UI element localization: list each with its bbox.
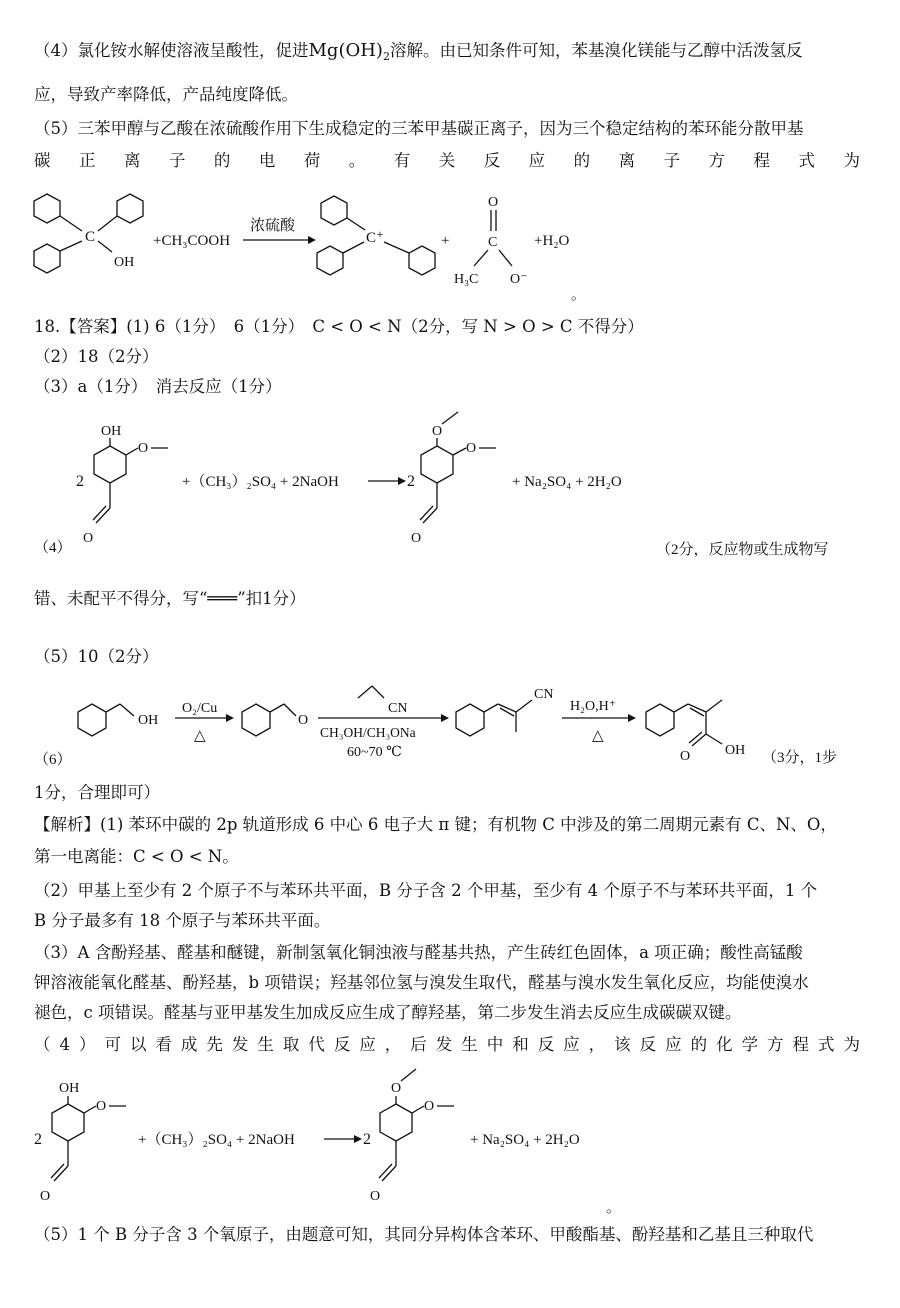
period: 。 [571, 287, 587, 303]
analysis-l8-char: 生 [257, 1035, 274, 1054]
p5-line2-char: 方 [708, 151, 726, 170]
methylation-equation-answer [0, 410, 900, 570]
analysis-l8-char: 应 [563, 1035, 580, 1054]
dimethoxybenzaldehyde-structure [370, 1069, 454, 1204]
aldehyde-oxygen: O [83, 531, 94, 546]
ether-oxygen: O [138, 441, 149, 456]
p5-line2-char: 离 [618, 151, 636, 170]
analysis-l8-char: 反 [333, 1035, 351, 1054]
score-note: （2分，反应物或生成物写 [656, 542, 829, 558]
analysis-l8-char: 程 [792, 1035, 810, 1054]
acetate-carbon: C [488, 235, 498, 250]
p5-line2-char: 的 [573, 151, 591, 170]
svg-text:O: O [466, 441, 477, 456]
benzene-ring [34, 244, 60, 273]
benzene-ring [117, 194, 143, 223]
ans18-line1: 18.【答案】(1) 6（1分） 6（1分） C < O < N（2分，写 N > O > C 不得分） [34, 317, 644, 336]
ans18-2: （2）18（2分） [34, 347, 159, 366]
hydrolysis-label: H₂O,H⁺ [570, 699, 617, 714]
svg-text:O: O [424, 1099, 435, 1114]
methyl-label: H₃C [454, 272, 479, 287]
carbonyl-oxygen: O [488, 195, 499, 210]
coefficient: 2 [76, 473, 84, 490]
reagent-label: O₂/Cu [182, 701, 218, 716]
analysis-l7: 褪色，c 项错误。醛基与亚甲基发生加成反应生成了醇羟基，第二步发生消去反应生成碳碳双键。 [34, 1003, 742, 1022]
s17-p4-line1 [34, 40, 860, 68]
p5-line2-char: 关 [438, 151, 456, 170]
nitrile-label: CN [534, 687, 554, 702]
analysis-l8-char: 4 [59, 1035, 70, 1054]
analysis-l8-char: 化 [716, 1035, 733, 1054]
ans18-5: （5）10（2分） [34, 647, 159, 666]
mg-symbol: Mg [308, 40, 339, 61]
triphenylmethanol-structure [34, 194, 143, 273]
analysis-l5: （3）A 含酚羟基、醛基和醚键，新制氢氧化铜浊液与醛基共热，产生砖红色固体，a 项正确；酸性高锰酸 [34, 943, 803, 962]
benzene-ring [456, 704, 484, 736]
benzene-ring [409, 246, 435, 275]
svg-text:O: O [391, 1081, 402, 1096]
analysis-l8-char: 为 [843, 1035, 860, 1054]
methylation-equation-analysis [0, 1064, 900, 1214]
benzene-ring [646, 704, 674, 736]
benzene-ring [380, 1104, 412, 1141]
p5-line2-char: 子 [663, 151, 681, 170]
coefficient: 2 [407, 473, 415, 490]
analysis-l8-char: 生 [461, 1035, 478, 1054]
analysis-l8-char: 学 [741, 1035, 759, 1054]
analysis-l8-char: 的 [690, 1035, 708, 1054]
p4-text-a: （4）氯化铵水解使溶液呈酸性，促进 [34, 41, 309, 60]
vanillin-structure [83, 424, 168, 546]
acetate-structure [454, 195, 528, 287]
p5-line2-char: 反 [483, 151, 501, 170]
analysis-l8-char: 中 [486, 1035, 504, 1054]
p5-line2-char: 碳 [34, 151, 51, 170]
heat-symbol: △ [592, 728, 604, 744]
benzene-ring [78, 704, 106, 736]
analysis-l8-char: 应 [665, 1035, 682, 1054]
temperature-label: 60~70 ℃ [347, 745, 402, 760]
reagents: +（CH₃）₂SO₄ + 2NaOH [182, 474, 339, 490]
dimethoxybenzaldehyde-structure [411, 412, 496, 546]
vanillin-structure [40, 1081, 126, 1204]
analysis-l8-char: 应 [359, 1035, 376, 1054]
score-note: （3分，1步 [762, 750, 838, 766]
analysis-l8-char: 反 [537, 1035, 555, 1054]
analysis-l8-char: 以 [129, 1035, 147, 1054]
acetic-acid-term: +CH₃COOH [153, 233, 231, 249]
solvent-label: CH₃OH/CH₃ONa [320, 725, 416, 740]
benzene-ring [52, 1104, 84, 1141]
acid-oxygen: O [680, 749, 691, 764]
analysis-l8-char: 看 [155, 1035, 172, 1054]
analysis-l8-char: ， [384, 1035, 402, 1054]
propionitrile-label: CN [388, 701, 408, 716]
analysis-l8-char: 先 [206, 1035, 223, 1054]
p5-line2-char: 正 [78, 151, 96, 170]
analysis-l8-char: 式 [818, 1035, 835, 1054]
products: + Na₂SO₄ + 2H₂O [512, 474, 622, 490]
p5-line2-char: 式 [798, 151, 815, 170]
ans18-4-tail: 错、未配平不得分，写“═══”扣1分） [34, 589, 306, 608]
p5-line2-char: 离 [123, 151, 141, 170]
reagents: +（CH₃）₂SO₄ + 2NaOH [138, 1132, 295, 1148]
aldehyde-oxygen: O [370, 1189, 381, 1204]
p5-line2-char: 有 [393, 151, 411, 170]
hydroxyl-label: OH [114, 255, 135, 270]
ans18-6-tail: 1分，合理即可） [34, 783, 160, 802]
products: + Na₂SO₄ + 2H₂O [470, 1132, 580, 1148]
p5-line2-char: 电 [258, 151, 276, 170]
acid-hydroxyl: OH [725, 743, 746, 758]
trityl-cation-equation [0, 186, 900, 316]
benzene-ring [242, 704, 270, 736]
ans18-3: （3）a（1分） 消去反应（1分） [34, 377, 282, 396]
catalyst-label: 浓硫酸 [250, 218, 296, 234]
benzene-ring [94, 446, 126, 483]
analysis-l8-char: 发 [231, 1035, 249, 1054]
p5-line2-char: 为 [843, 151, 860, 170]
analysis-l8-char: 取 [282, 1035, 300, 1054]
p5-line2-char: 荷 [303, 151, 321, 170]
synthesis-route [0, 678, 900, 778]
p5-line2-char: 子 [168, 151, 186, 170]
svg-text:O: O [96, 1099, 107, 1114]
analysis-l8-char: 可 [104, 1035, 121, 1054]
analysis-l8-char: ， [588, 1035, 606, 1054]
s17-p4-line2: 应，导致产率降低，产品纯度降低。 [34, 85, 298, 104]
analysis-l8-char: 该 [614, 1035, 631, 1054]
benzene-ring [321, 196, 347, 225]
p4-text-b: 溶解。由已知条件可知，苯基溴化镁能与乙醇中活泼氢反 [389, 41, 803, 60]
central-carbon: C [85, 229, 96, 245]
hydroxyl-label: OH [59, 1081, 80, 1096]
period: 。 [606, 1200, 622, 1216]
analysis-l1: 【解析】(1) 苯环中碳的 2p 轨道形成 6 中心 6 电子大 π 键；有机物 C 中涉及的第二周期元素有 C、N、O， [34, 815, 837, 834]
analysis-l8-char: 和 [512, 1035, 529, 1054]
part-label: （4） [34, 540, 72, 556]
p5-line2-char: 的 [213, 151, 231, 170]
s17-p5-line2 [34, 150, 860, 172]
analysis-l8-char: 反 [639, 1035, 657, 1054]
analysis-l6: 钾溶液能氧化醛基、酚羟基，b 项错误；羟基邻位氢与溴发生取代，醛基与溴水发生氧化反应，均能使溴水 [34, 973, 809, 992]
benzene-ring [421, 446, 453, 483]
aldehyde-oxygen: O [411, 531, 422, 546]
water-term: +H₂O [534, 233, 570, 249]
analysis-l8-char: （ [34, 1035, 51, 1054]
p5-line2-char: 。 [348, 151, 366, 170]
coefficient: 2 [34, 1131, 42, 1148]
oh-group: (OH) [338, 40, 383, 61]
benzene-ring [317, 246, 343, 275]
analysis-l9: （5）1 个 B 分子含 3 个氧原子，由题意可知，其同分异构体含苯环、甲酸酯基、酚羟基和乙基且三种取代 [34, 1225, 814, 1244]
svg-text:O: O [432, 424, 443, 439]
plus-sign: + [441, 233, 450, 249]
s17-p5-line1: （5）三苯甲醇与乙酸在浓硫酸作用下生成稳定的三苯甲基碳正离子，因为三个稳定结构的苯环能分散甲基 [34, 119, 804, 138]
heat-symbol: △ [194, 728, 206, 744]
benzene-ring [34, 194, 60, 223]
analysis-l8-char: 发 [435, 1035, 453, 1054]
hydroxyl-label: OH [101, 424, 122, 439]
p5-line2-char: 程 [753, 151, 770, 170]
analysis-l2: 第一电离能：C < O < N。 [34, 847, 239, 866]
analysis-l8-char: ） [78, 1035, 96, 1054]
carbocation-label: C⁺ [366, 230, 384, 246]
part-label: （6） [34, 752, 72, 768]
coefficient: 2 [363, 1131, 371, 1148]
subscript-2: 2 [382, 50, 390, 63]
analysis-l8-char: 方 [767, 1035, 784, 1054]
aldehyde-oxygen: O [40, 1189, 51, 1204]
analysis-l8 [34, 1034, 860, 1056]
oxide-anion: O⁻ [510, 272, 528, 287]
trityl-cation-structure [317, 196, 435, 275]
hydroxyl-label: OH [138, 713, 159, 728]
analysis-l8-char: 成 [180, 1035, 198, 1054]
analysis-l4: B 分子最多有 18 个原子与苯环共平面。 [34, 911, 331, 930]
analysis-l8-char: 后 [410, 1035, 427, 1054]
aldehyde-oxygen: O [298, 713, 309, 728]
analysis-l8-char: 代 [308, 1035, 325, 1054]
analysis-l3: （2）甲基上至少有 2 个原子不与苯环共平面，B 分子含 2 个甲基，至少有 4 个原子不与苯环共平面，1 个 [34, 881, 818, 900]
p5-line2-char: 应 [528, 151, 546, 170]
